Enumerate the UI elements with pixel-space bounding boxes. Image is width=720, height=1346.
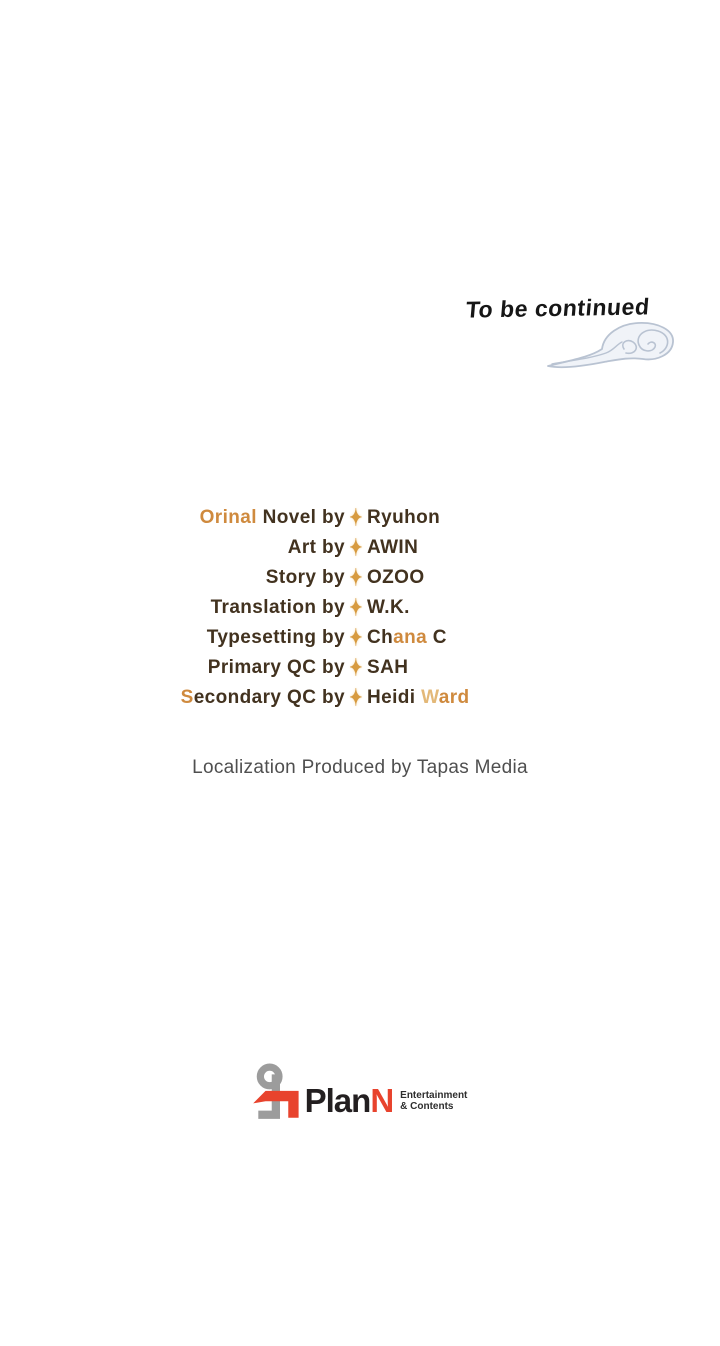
credit-name: AWIN [367, 537, 419, 558]
credit-line [167, 563, 517, 593]
credit-line [167, 623, 517, 653]
sparkle-icon: ✦ [349, 535, 363, 562]
credit-line [167, 533, 517, 563]
sparkle-icon: ✦ [349, 625, 363, 652]
credit-line [167, 593, 517, 623]
plann-subtitle-line2: & Contents [400, 1101, 454, 1112]
logo-n-text: N [370, 1081, 394, 1119]
credit-line [167, 503, 517, 533]
credit-name: W.K. [367, 597, 410, 618]
credit-name: OZOO [367, 567, 425, 588]
credits-list [167, 503, 517, 713]
credit-role-label: Orinal Novel by [199, 507, 345, 528]
sparkle-icon: ✦ [349, 595, 363, 622]
to-be-continued-text: To be continued [464, 293, 651, 323]
sparkle-icon: ✦ [349, 505, 363, 532]
credit-role-label: Art by [287, 537, 345, 558]
sparkle-icon: ✦ [349, 565, 363, 592]
credit-name: Ryuhon [367, 507, 441, 528]
plann-subtitle [400, 1074, 467, 1112]
sparkle-icon: ✦ [349, 655, 363, 682]
plann-logomark-icon [253, 1062, 307, 1124]
credit-name: Heidi Ward [367, 687, 470, 708]
credit-role-label: Story by [265, 567, 345, 588]
plann-wordmark [305, 1070, 394, 1117]
credit-role-label: Primary QC by [207, 657, 345, 678]
credit-role-label: Translation by [210, 597, 345, 618]
logo-plan-text: Plan [304, 1081, 371, 1119]
credit-role-label: Secondary QC by [180, 687, 345, 708]
credit-line [167, 653, 517, 683]
credit-name: SAH [367, 657, 409, 678]
cloud-illustration [544, 314, 684, 372]
sparkle-icon: ✦ [349, 685, 363, 712]
plann-logo [0, 1062, 720, 1124]
credit-role-label: Typesetting by [206, 627, 345, 648]
plann-subtitle-line1: Entertainment [400, 1090, 468, 1101]
credit-name: Chana C [367, 627, 447, 648]
localization-credit: Localization Produced by Tapas Media [192, 757, 528, 778]
credit-line [167, 683, 517, 713]
